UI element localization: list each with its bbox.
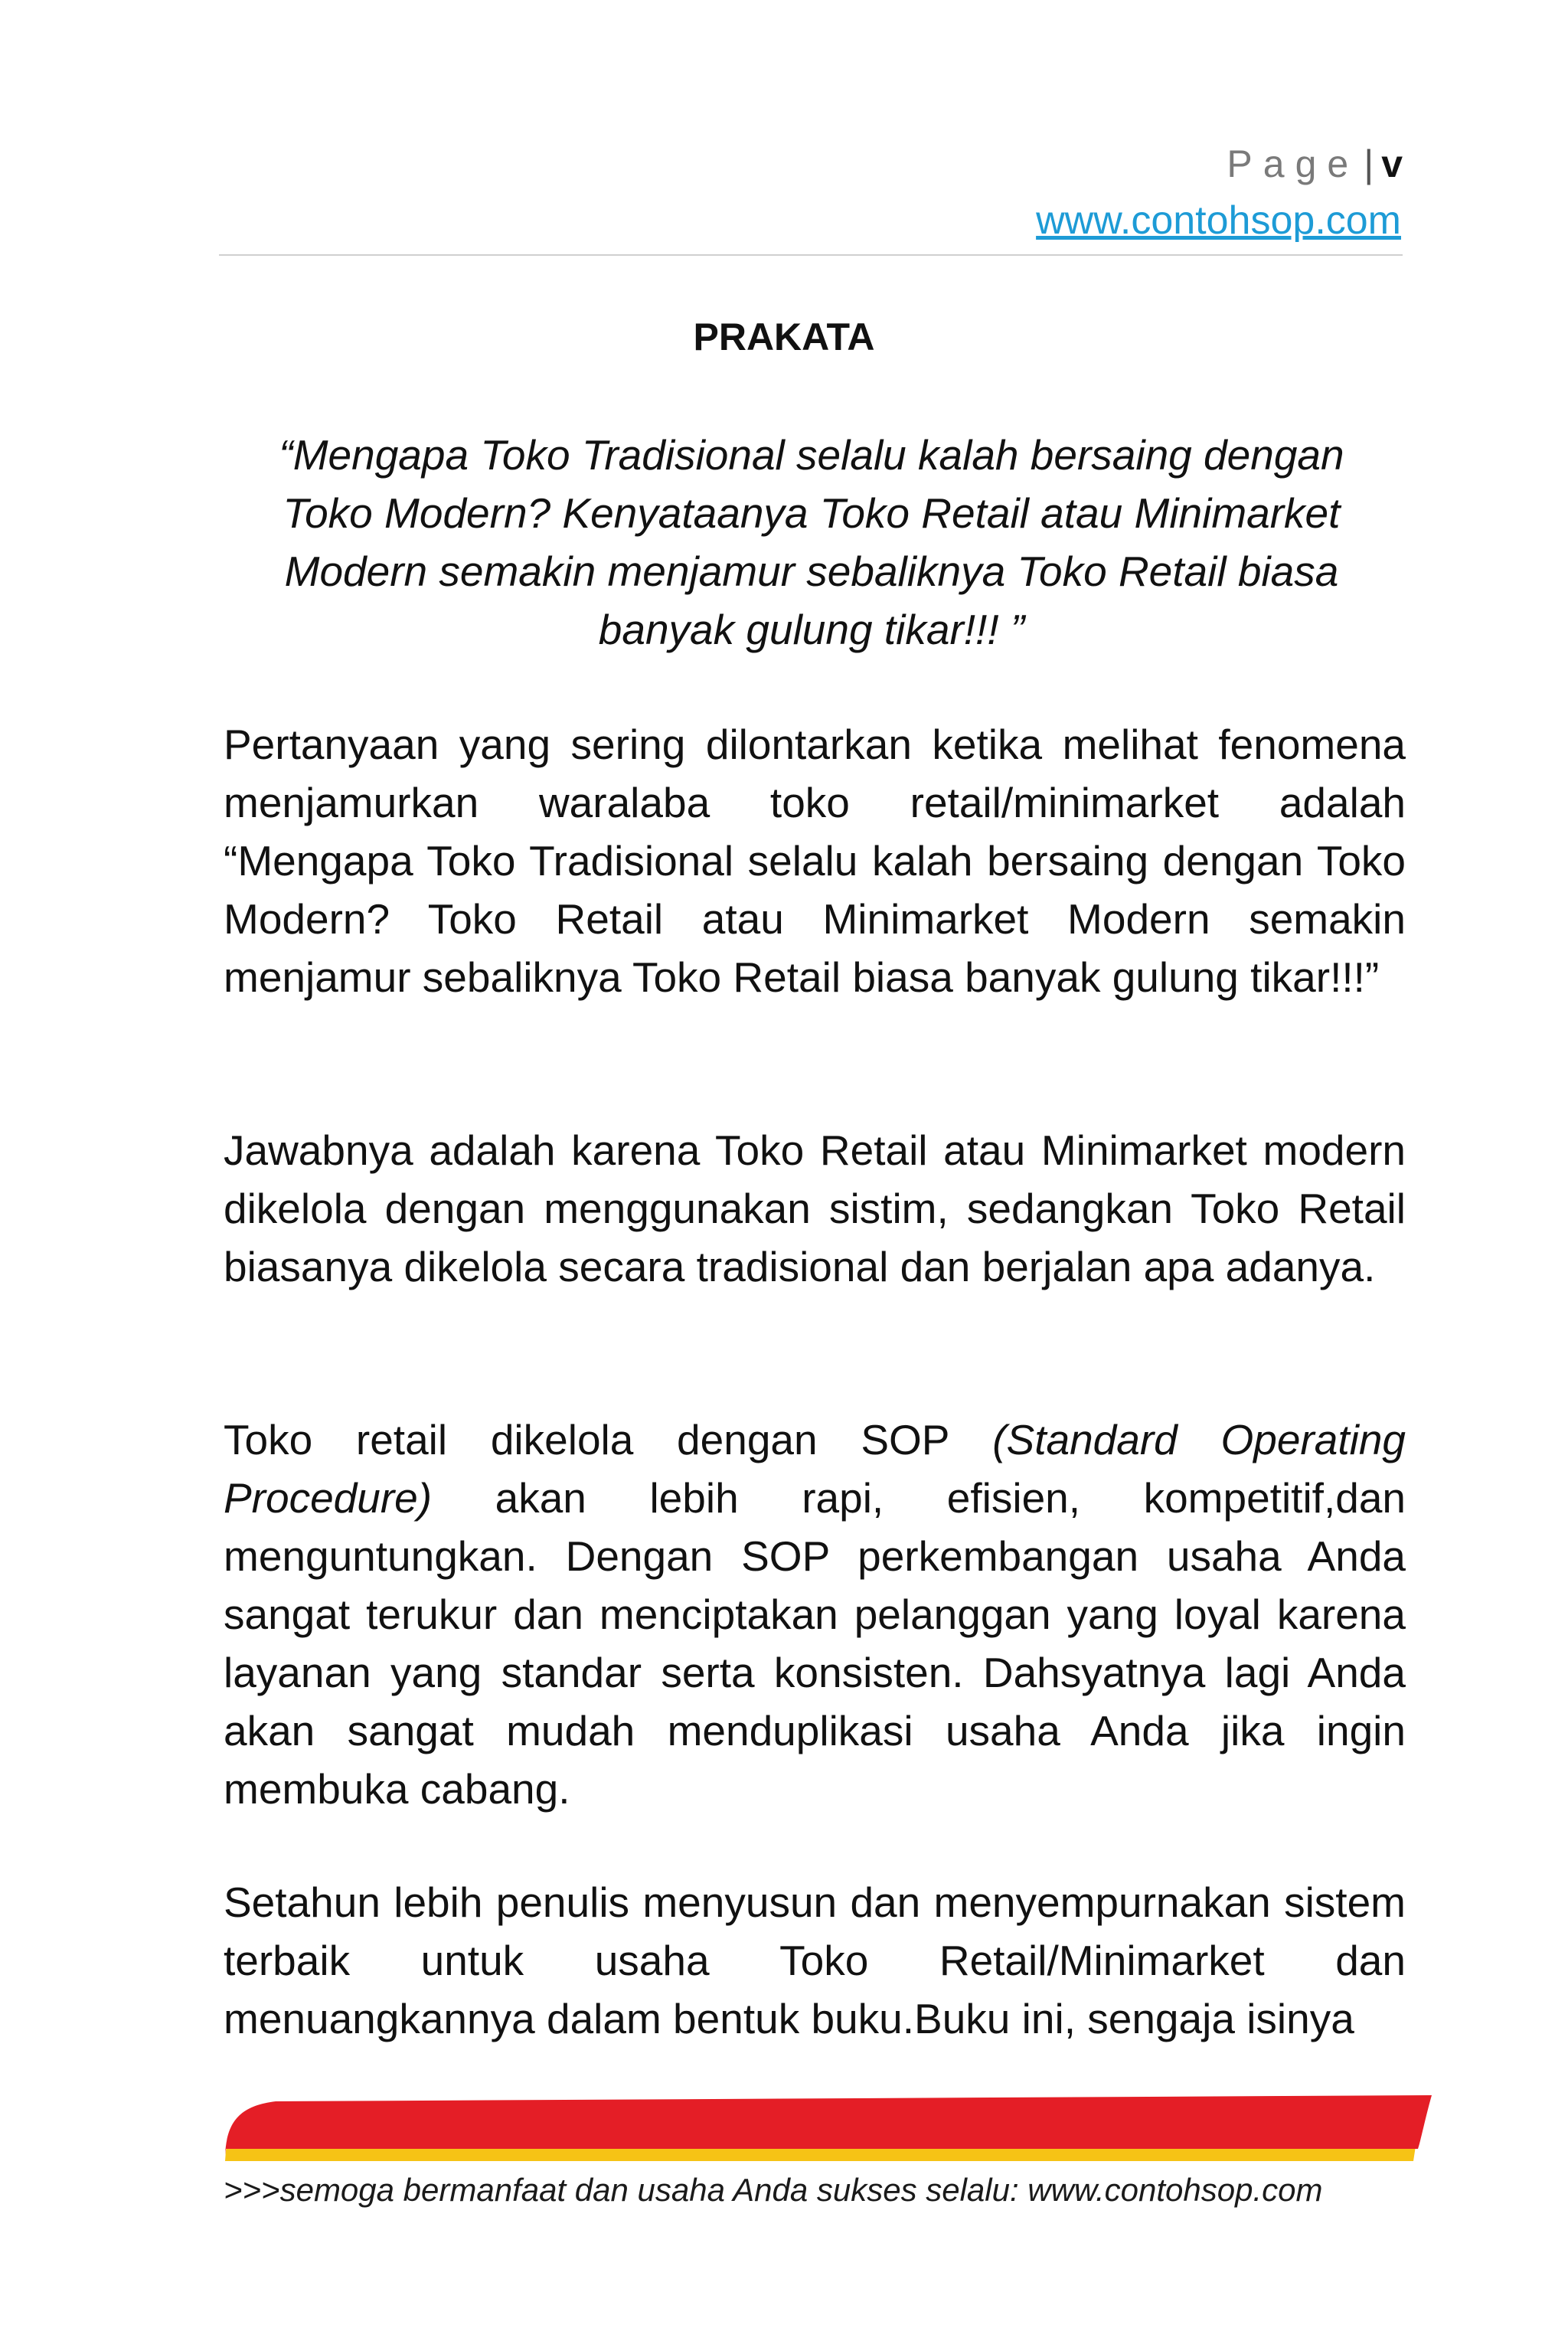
- paragraph-1: Pertanyaan yang sering dilontarkan ketika melihat fenomena menjamurkan waralaba toko retail/minimarket adalah “Mengapa Toko Tradisional selalu kalah bersaing dengan Toko Modern? Toko Retail atau Minimarket Modern semakin menjamur sebaliknya Toko Retail biasa banyak gulung tikar!!!”: [224, 721, 1406, 1001]
- page-label-text: Page: [1227, 142, 1360, 185]
- paragraph-2: Jawabnya adalah karena Toko Retail atau Minimarket modern dikelola dengan menggunakan sistim, sedangkan Toko Retail biasanya dikelola secara tradisional dan berjalan apa adanya.: [224, 1126, 1406, 1290]
- page-separator: |: [1364, 142, 1374, 185]
- website-link[interactable]: www.contohsop.com: [1036, 198, 1401, 243]
- page-title: PRAKATA: [693, 316, 875, 358]
- header-divider: [219, 254, 1403, 256]
- footer-swoosh: [222, 2094, 1432, 2167]
- paragraph-3-start: Toko retail dikelola dengan SOP: [224, 1416, 993, 1463]
- page-number: v: [1381, 142, 1403, 185]
- footer-tagline: >>>semoga bermanfaat dan usaha Anda sukses selalu: www.contohsop.com: [224, 2172, 1323, 2208]
- page-label: [1227, 141, 1403, 187]
- paragraph-3-italic: (Standard Operating Procedure): [224, 1416, 1406, 1522]
- paragraph-3-end: akan lebih rapi, efisien, kompetitif,dan menguntungkan. Dengan SOP perkembangan usaha Anda sangat terukur dan menciptakan pelanggan yang loyal karena layanan yang standar serta konsisten. Dahsyatnya lagi Anda akan sangat mudah menduplikasi usaha Anda jika ingin membuka cabang.: [224, 1474, 1406, 1813]
- intro-quote: “Mengapa Toko Tradisional selalu kalah bersaing dengan Toko Modern? Kenyataanya Toko Retail atau Minimarket Modern semakin menjamur sebaliknya Toko Retail biasa banyak gulung tikar!!! ”: [279, 431, 1344, 653]
- paragraph-4: Setahun lebih penulis menyusun dan menyempurnakan sistem terbaik untuk usaha Toko Retail/Minimarket dan menuangkannya dalam bentuk buku.Buku ini, sengaja isinya: [224, 1879, 1406, 2042]
- footer-red-stripe: [225, 2095, 1432, 2155]
- paragraph-3: [224, 1411, 1406, 1818]
